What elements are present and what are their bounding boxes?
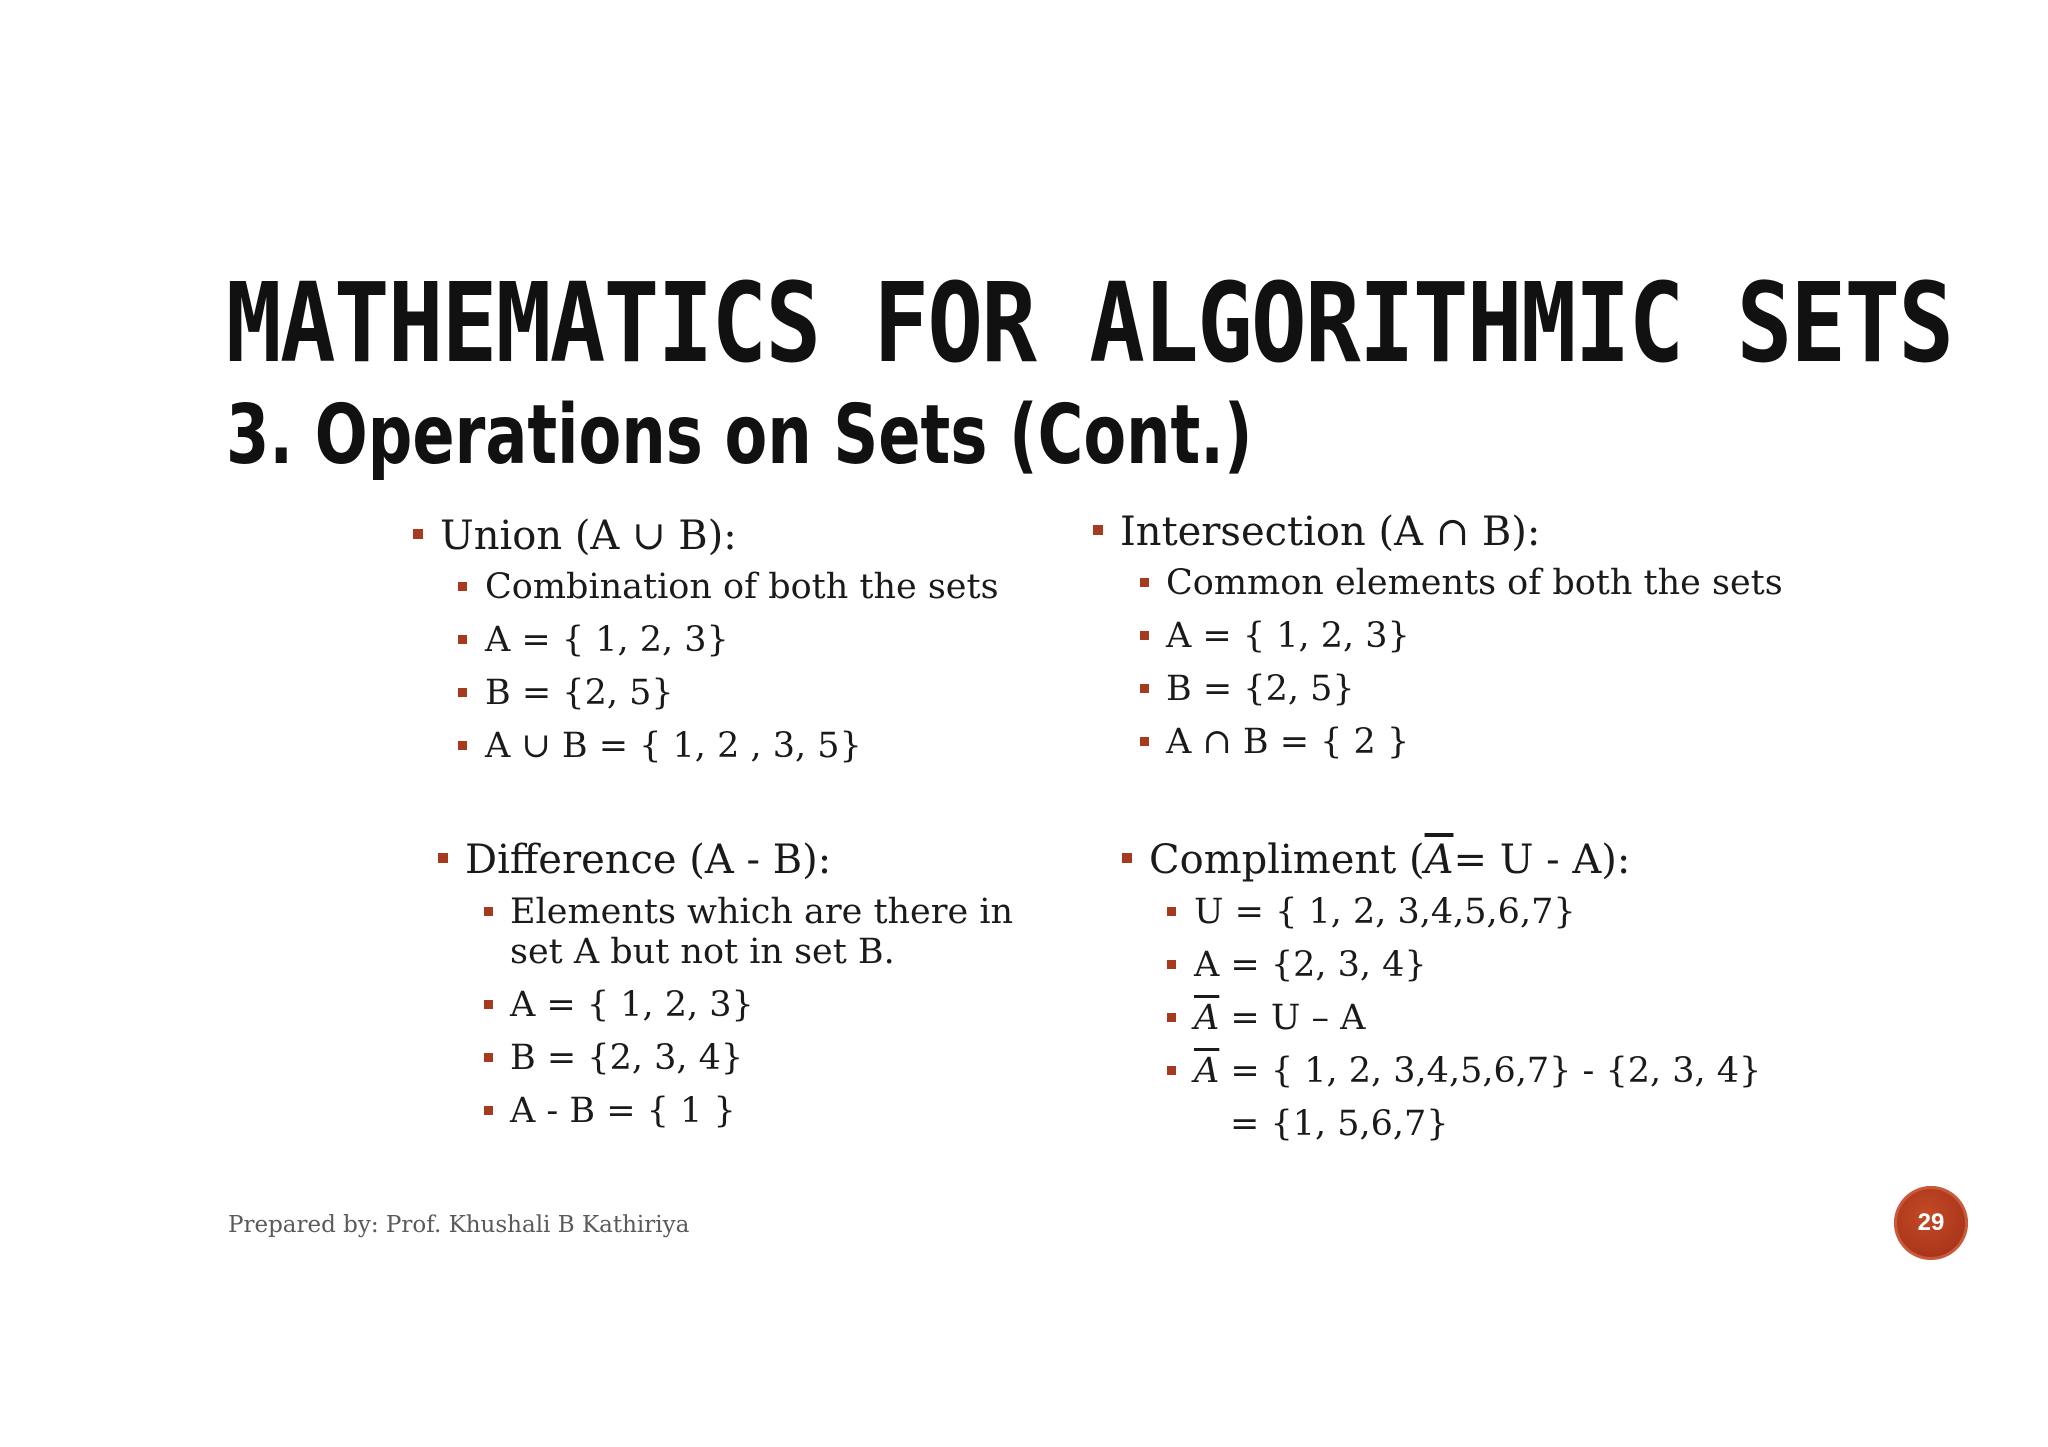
complement-heading-pre: Compliment ( xyxy=(1149,837,1425,883)
intersection-item: A ∩ B = { 2 } xyxy=(1166,722,1410,762)
difference-item: Elements which are there in xyxy=(510,892,1014,932)
bullet-icon xyxy=(1167,1013,1176,1022)
union-heading: Union (A ∪ B): xyxy=(440,513,737,559)
complement-heading-post: = U - A): xyxy=(1453,837,1631,883)
bullet-icon xyxy=(484,1053,493,1062)
difference-item: A = { 1, 2, 3} xyxy=(510,985,754,1025)
bullet-icon xyxy=(1167,907,1176,916)
complement-item-text: = U – A xyxy=(1219,998,1366,1038)
slide-subtitle: 3. Operations on Sets (Cont.) xyxy=(226,388,1253,483)
a-bar-symbol: $\overline{A}$ xyxy=(1194,1051,1220,1091)
complement-item: U = { 1, 2, 3,4,5,6,7} xyxy=(1194,892,1576,932)
bullet-icon xyxy=(1167,960,1176,969)
complement-heading-symbol: $\overline{A}$ xyxy=(1424,837,1454,883)
intersection-item: B = {2, 5} xyxy=(1166,669,1355,709)
bullet-icon xyxy=(484,1106,493,1115)
bullet-icon xyxy=(1140,684,1149,693)
union-item: B = {2, 5} xyxy=(485,673,674,713)
bullet-icon xyxy=(413,529,423,539)
complement-item: A = {2, 3, 4} xyxy=(1194,945,1427,985)
footer-author: Prepared by: Prof. Khushali B Kathiriya xyxy=(228,1212,690,1238)
difference-item: A - B = { 1 } xyxy=(510,1091,736,1131)
union-item: A = { 1, 2, 3} xyxy=(485,620,729,660)
union-item: Combination of both the sets xyxy=(485,567,999,607)
bullet-icon xyxy=(1167,1066,1176,1075)
difference-item-continued: set A but not in set B. xyxy=(510,932,895,972)
bullet-icon xyxy=(1140,578,1149,587)
complement-item-text: = { 1, 2, 3,4,5,6,7} - {2, 3, 4} xyxy=(1219,1051,1762,1091)
complement-heading xyxy=(1149,837,1631,883)
intersection-heading: Intersection (A ∩ B): xyxy=(1120,509,1541,555)
intersection-item: Common elements of both the sets xyxy=(1166,563,1783,603)
bullet-icon xyxy=(458,688,467,697)
complement-item xyxy=(1194,998,1366,1038)
bullet-icon xyxy=(1140,737,1149,746)
difference-item: B = {2, 3, 4} xyxy=(510,1038,744,1078)
complement-item xyxy=(1194,1051,1762,1091)
bullet-icon xyxy=(438,853,448,863)
bullet-icon xyxy=(1093,525,1103,535)
bullet-icon xyxy=(484,907,493,916)
slide-title: MATHEMATICS FOR ALGORITHMIC SETS xyxy=(226,259,1953,387)
bullet-icon xyxy=(458,741,467,750)
bullet-icon xyxy=(458,635,467,644)
complement-result: = {1, 5,6,7} xyxy=(1230,1104,1449,1144)
difference-heading: Difference (A - B): xyxy=(465,837,832,883)
union-item: A ∪ B = { 1, 2 , 3, 5} xyxy=(485,726,862,766)
page-number-badge: 29 xyxy=(1894,1186,1968,1260)
bullet-icon xyxy=(458,582,467,591)
a-bar-symbol: $\overline{A}$ xyxy=(1194,998,1220,1038)
bullet-icon xyxy=(1122,853,1132,863)
intersection-item: A = { 1, 2, 3} xyxy=(1166,616,1410,656)
bullet-icon xyxy=(484,1000,493,1009)
bullet-icon xyxy=(1140,631,1149,640)
